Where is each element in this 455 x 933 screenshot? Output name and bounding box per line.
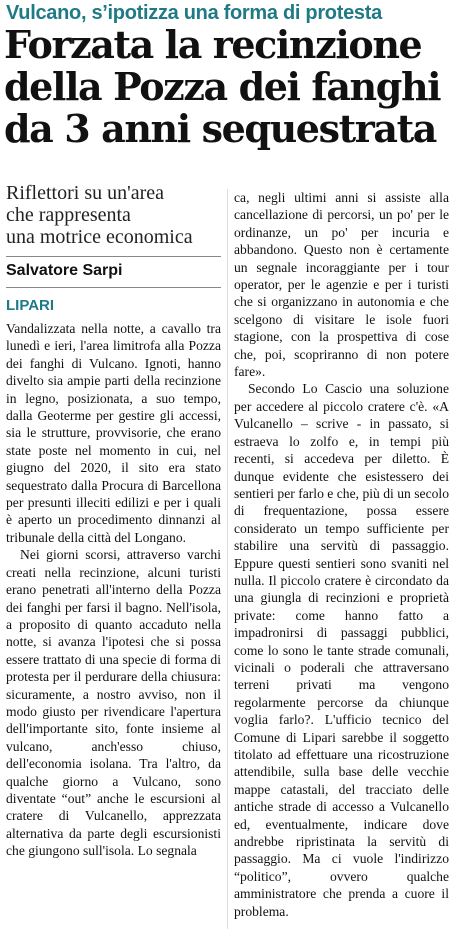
article-kicker: Vulcano, s’ipotizza una forma di protesta bbox=[6, 2, 382, 24]
headline-line: della Pozza dei fanghi bbox=[4, 64, 441, 109]
column-divider bbox=[227, 189, 228, 929]
article-subhead bbox=[6, 182, 221, 248]
article-headline bbox=[4, 24, 452, 150]
article-dateline: LIPARI bbox=[6, 297, 55, 314]
headline-line: Forzata la recinzione bbox=[4, 22, 422, 67]
subhead-line: una motrice economica bbox=[6, 226, 193, 248]
subhead-line: che rappresenta bbox=[6, 204, 131, 226]
paragraph: Nei giorni scorsi, attraverso varchi creati nella recinzione, alcuni turisti erano penetrati all'interno della Pozza dei fanghi per farsi il bagno. Nell'isola, a proposito di quanto accaduto nella notte, si avanza l'ipotesi che si possa essere trattato di una specie di forma di protesta per il perdurare della chiusura: sicuramente, a nostro avviso, non il modo giusto per rivendicare l'apertura dell'importante sito, fonte insieme al vulcano, anch'esso chiuso, dell'economia isolana. Tra l'altro, da qualche giorno a Vulcano, sono diventate “out” anche le escursioni al cratere di Vulcanello, apprezzata alternativa da parte degli escursionisti che giungono sull'isola. Lo segnala bbox=[6, 547, 221, 859]
article-author: Salvatore Sarpi bbox=[6, 262, 123, 279]
subhead-line: Riflettori su un'area bbox=[6, 182, 164, 204]
paragraph: ca, negli ultimi anni si assiste alla cancellazione di percorsi, un po' per le ordinanze, un po' per incuria e abbandono. Questo non è certamente un segnale incoraggiante per i tour operator, per le agenzie e per i turisti che si organizzano in autonomia e che scelgono di visitare le isole fuori stagione, con la prospettiva di cose che, poi, scopriranno di non potere fare». bbox=[234, 190, 449, 380]
author-divider bbox=[6, 287, 221, 288]
headline-line: da 3 anni sequestrata bbox=[4, 106, 436, 151]
article-column-1 bbox=[6, 320, 221, 930]
paragraph: Vandalizzata nella notte, a cavallo tra lunedì e ieri, l'area limitrofa alla Pozza dei fanghi di Vulcano. Ignoti, hanno divelto sia ampie parti della recinzione in legno, posizionata, a suo tempo, dalla Geoterme per gestire gli accessi, sia le strutture, provvisorie, che erano state poste nel momento in cui, nel giugno del 2020, il sito era stato sequestrato dalla Procura di Barcellona per presunti illeciti edilizi e per i quali è aperto un procedimento dinnanzi al tribunale della città del Longano. bbox=[6, 321, 221, 545]
paragraph: Secondo Lo Cascio una soluzione per accedere al piccolo cratere c'è. «A Vulcanello – scrive - in passato, si estraeva lo zolfo e, in tempi più recenti, si accedeva per diletto. È dunque evidente che esistessero dei sentieri per farlo e che, più di un secolo di frequentazione, possa essere considerato un tempo sufficiente per stabilire una servitù di passaggio. Eppure questi sentieri sono svaniti nel nulla. Il piccolo cratere è circondato da una giungla di recinzioni e proprietà private: come hanno fatto a impadronirsi di passaggi pubblici, come lo sono le tante strade comunali, vicinali o poderali che attraversano terreni privati ma vengono regolarmente percorse da chiunque voglia farlo?. L'ufficio tecnico del Comune di Lipari sarebbe il soggetto titolato ad effettuare una ricostruzione attendibile, sulla base delle vecchie mappe catastali, del tracciato delle antiche strade di accesso a Vulcanello ed, eventualmente, indicare dove andrebbe ripristinata la servitù di passaggio. Ma ci vuole l'indirizzo “politico”, ovvero qualche amministratore che prenda a cuore il problema. bbox=[234, 381, 449, 919]
article-column-2 bbox=[234, 189, 449, 931]
subhead-divider bbox=[6, 256, 221, 257]
